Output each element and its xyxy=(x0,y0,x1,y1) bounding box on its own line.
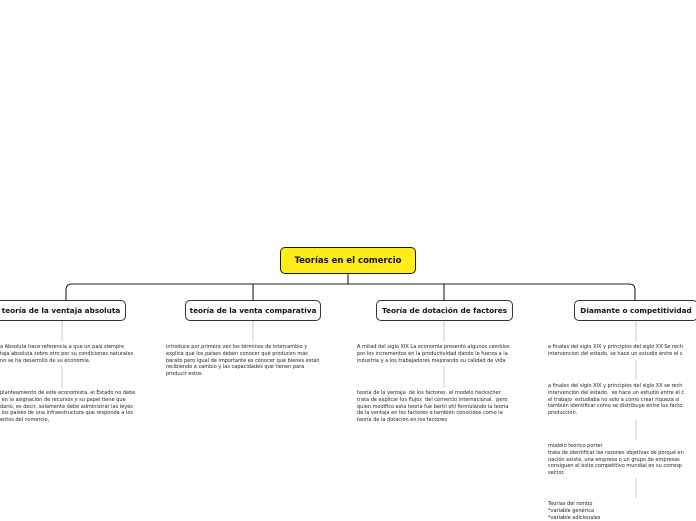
root-topic[interactable]: Teorías en el comercio xyxy=(280,247,416,274)
topic-dotacion-factores[interactable]: Teoría de dotación de factores xyxy=(376,300,513,321)
connector-bus xyxy=(66,284,635,300)
topic-diamante-competitividad[interactable]: Diamante o competitividad xyxy=(574,300,696,321)
topic-venta-comparativa[interactable]: teoría de la venta comparativa xyxy=(185,300,321,321)
note-venta-comparativa-1: introduce por primera vez los términos de intercambio y explica que los países deben conocer qué producen más barato pero igual de importante es conocer qué bienes están recibiendo a cambio y las capacidades que tienen para producir estos. xyxy=(166,344,320,378)
note-diamante-3: modelo teórico porter trata de identificar las razones objetivas de porqué en nación existe, una empresa o un grupo de empresas consiguen el éxito competitivo mundial en su corresp sector. xyxy=(548,443,684,477)
note-diamante-4: Teorías del rombo *variable genérica *variable adicionales xyxy=(548,501,601,521)
note-dotacion-factores-2: teoría de la ventaja de los factores el modelo heckscher trata de explicar los flujos del comercio internacional. pero quien modifico esta teoría fue bertil ohl formulando la teoría de la ventaja en los factores o también conocidos como la teoría de la dotación en los factores xyxy=(357,390,509,424)
note-diamante-2: a finales del siglo XIX y principios del siglo XX se rech intervención del estado. se hace un estudio entre el c el trabajo estudiaba no solo a como crear riqueza si también identificar como se distribuye entre los facto producción. xyxy=(548,383,685,417)
note-ventaja-absoluta-1: a Absoluta hace referencia a que un país siempre taja absoluta sobre otro por su condiciones naturales no se ha desarrollo de su economía. xyxy=(0,344,134,364)
note-ventaja-absoluta-2: planteamiento de este economista, el Estado no debe en la asignación de recursos y su papel tiene que dario, es decir, solamente debe administrar las leyes los países de una infraestructura que responda a los entos del comercio, xyxy=(0,390,136,424)
note-diamante-1: a finales del siglo XIX y principios del siglo XX Se rech intervencion del estado, se hace un estudio entre el c xyxy=(548,344,683,357)
topic-ventaja-absoluta[interactable]: teoría de la ventaja absoluta xyxy=(0,300,126,321)
note-dotacion-factores-1: A mitad del siglo XIX La economía presentó algunos cambios por los incrementos en la productividad dando le fuerza a la industria y a los trabajadores mejorando su calidad de vida xyxy=(357,344,510,364)
